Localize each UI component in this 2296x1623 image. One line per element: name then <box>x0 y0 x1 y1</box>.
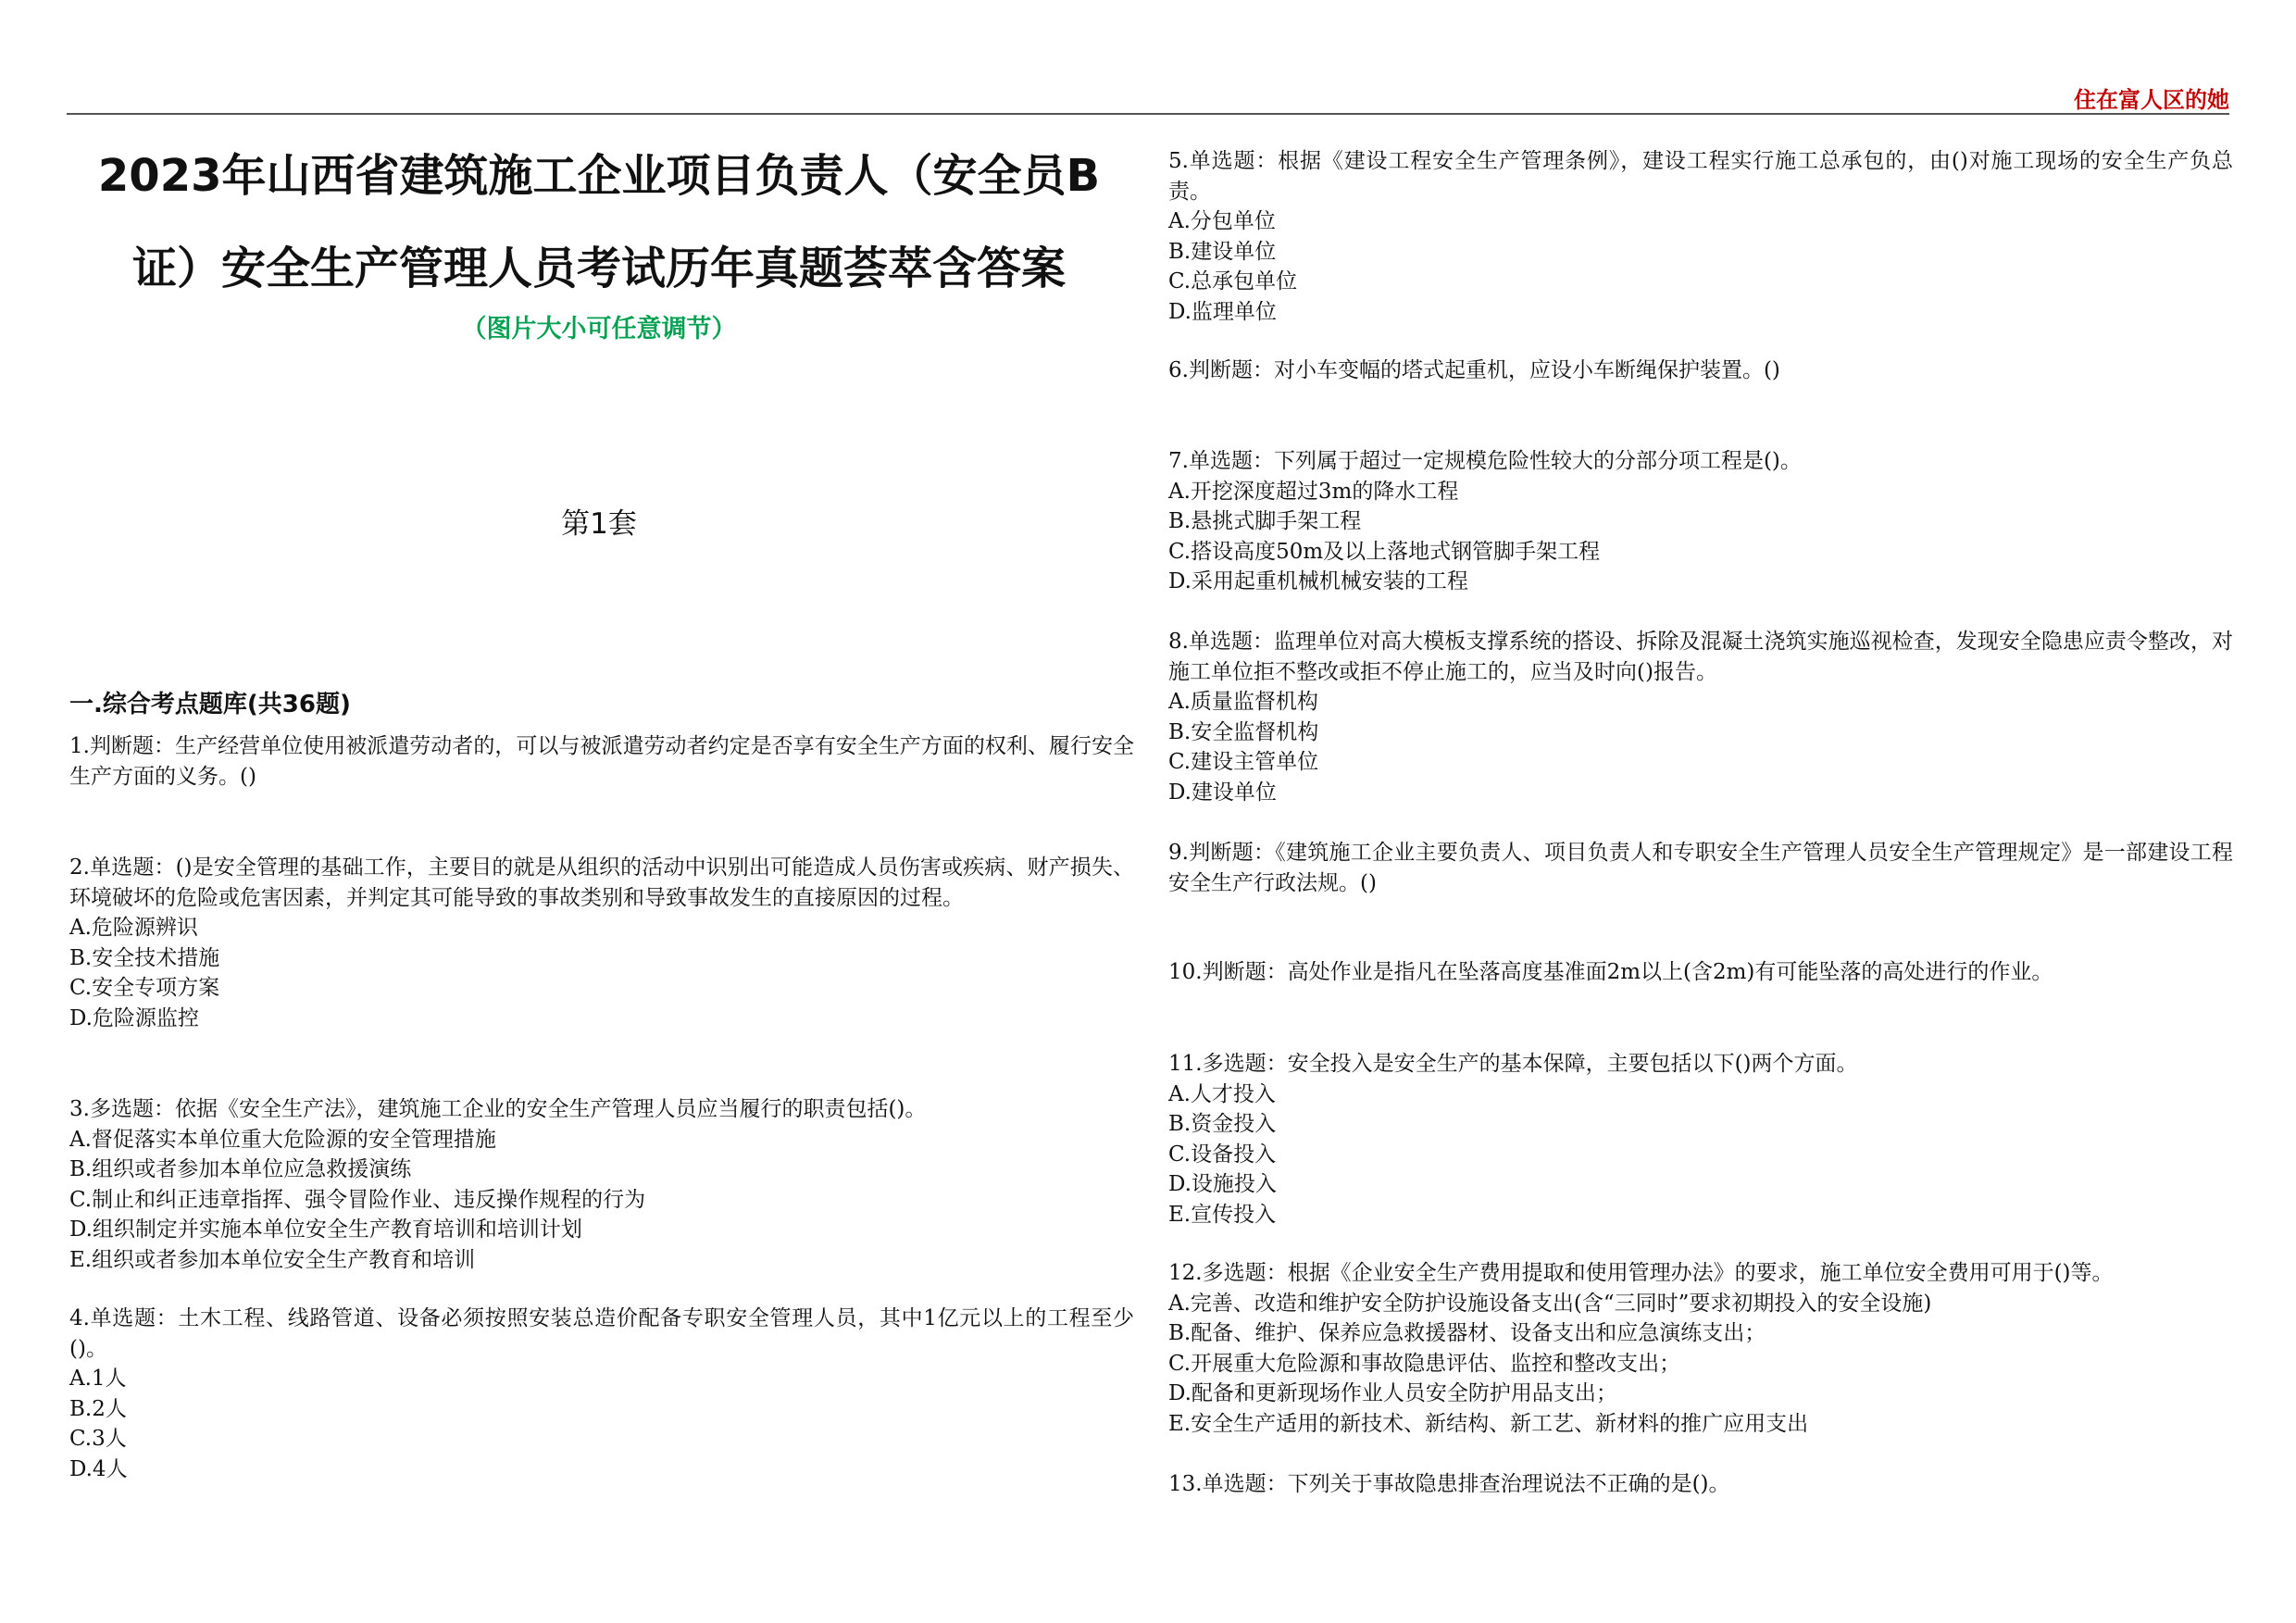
question-stem: 6.判断题：对小车变幅的塔式起重机，应设小车断绳保护装置。() <box>1168 358 1780 382</box>
question-option: D.配备和更新现场作业人员安全防护用品支出； <box>1168 1381 1617 1406</box>
question-option: C.3人 <box>69 1427 127 1452</box>
question-stem: 10.判断题：高处作业是指凡在坠落高度基准面2m以上(含2m)有可能坠落的高处进行的作业。 <box>1168 960 2053 984</box>
question-option: D.监理单位 <box>1168 299 1277 324</box>
header-divider <box>67 113 2229 115</box>
question-option: A.危险源辨识 <box>69 916 198 941</box>
question-stem: 13.单选题：下列关于事故隐患排查治理说法不正确的是()。 <box>1168 1472 1730 1496</box>
question-8 <box>1168 627 2233 808</box>
question-option: D.采用起重机械机械安装的工程 <box>1168 569 1468 594</box>
question-option: D.4人 <box>69 1456 128 1481</box>
question-option: A.1人 <box>69 1367 127 1392</box>
question-option: E.组织或者参加本单位安全生产教育和培训 <box>69 1247 476 1272</box>
question-4 <box>69 1304 1134 1485</box>
question-option: D.建设单位 <box>1168 780 1277 805</box>
question-5 <box>1168 146 2233 328</box>
question-option: D.危险源监控 <box>69 1005 199 1030</box>
question-option: B.安全技术措施 <box>69 945 220 970</box>
question-stem: 11.多选题：安全投入是安全生产的基本保障，主要包括以下()两个方面。 <box>1168 1052 1858 1076</box>
question-11 <box>1168 1049 2233 1230</box>
question-option: C.设备投入 <box>1168 1142 1277 1167</box>
question-12 <box>1168 1258 2233 1440</box>
question-stem: 9.判断题：《建筑施工企业主要负责人、项目负责人和专职安全生产管理人员安全生产管理规定》是一部建设工程安全生产行政法规。() <box>1168 841 2233 895</box>
question-13 <box>1168 1469 2233 1500</box>
question-option: A.质量监督机构 <box>1168 690 1318 715</box>
question-option: A.督促落实本单位重大危险源的安全管理措施 <box>69 1127 496 1152</box>
question-option: B.配备、维护、保养应急救援器材、设备支出和应急演练支出； <box>1168 1321 1766 1346</box>
question-2 <box>69 853 1134 1034</box>
question-option: B.建设单位 <box>1168 239 1277 264</box>
question-stem: 7.单选题：下列属于超过一定规模危险性较大的分部分项工程是()。 <box>1168 449 1802 473</box>
question-stem: 12.多选题：根据《企业安全生产费用提取和使用管理办法》的要求，施工单位安全费用可用于()等。 <box>1168 1261 2114 1285</box>
header-brand: 住在富人区的她 <box>2074 87 2229 113</box>
question-option: B.组织或者参加本单位应急救援演练 <box>69 1157 412 1182</box>
question-option: E.安全生产适用的新技术、新结构、新工艺、新材料的推广应用支出 <box>1168 1411 1809 1436</box>
question-option: C.搭设高度50m及以上落地式钢管脚手架工程 <box>1168 539 1601 564</box>
question-10 <box>1168 957 2233 988</box>
question-6 <box>1168 356 2233 386</box>
question-stem: 3.多选题：依据《安全生产法》，建筑施工企业的安全生产管理人员应当履行的职责包括()。 <box>69 1097 927 1121</box>
document-title: 2023年山西省建筑施工企业项目负责人（安全员B证）安全生产管理人员考试历年真题荟萃含答案 <box>97 150 1101 294</box>
question-stem: 8.单选题：监理单位对高大模板支撑系统的搭设、拆除及混凝土浇筑实施巡视检查，发现安全隐患应责令整改，对施工单位拒不整改或拒不停止施工的，应当及时向()报告。 <box>1168 630 2233 684</box>
question-option: B.悬挑式脚手架工程 <box>1168 509 1362 534</box>
question-option: B.资金投入 <box>1168 1112 1277 1137</box>
question-option: C.开展重大危险源和事故隐患评估、监控和整改支出； <box>1168 1351 1681 1376</box>
question-option: A.完善、改造和维护安全防护设施设备支出(含“三同时”要求初期投入的安全设施) <box>1168 1291 1932 1316</box>
question-option: B.安全监督机构 <box>1168 719 1319 744</box>
question-stem: 4.单选题：土木工程、线路管道、设备必须按照安装总造价配备专职安全管理人员，其中1亿元以上的工程至少()。 <box>69 1306 1134 1361</box>
question-option: B.2人 <box>69 1396 127 1421</box>
question-stem: 5.单选题：根据《建设工程安全生产管理条例》，建设工程实行施工总承包的，由()对施工现场的安全生产负总责。 <box>1168 149 2233 204</box>
question-option: A.开挖深度超过3m的降水工程 <box>1168 479 1459 504</box>
question-option: D.设施投入 <box>1168 1172 1277 1197</box>
question-stem: 1.判断题：生产经营单位使用被派遣劳动者的，可以与被派遣劳动者约定是否享有安全生产方面的权利、履行安全生产方面的义务。() <box>69 734 1134 789</box>
question-9 <box>1168 838 2233 898</box>
question-option: D.组织制定并实施本单位安全生产教育培训和培训计划 <box>69 1217 582 1242</box>
question-stem: 2.单选题：()是安全管理的基础工作，主要目的就是从组织的活动中识别出可能造成人员伤害或疾病、财产损失、环境破坏的危险或危害因素，并判定其可能导致的事故类别和导致事故发生的直接原因的过程。 <box>69 855 1134 910</box>
question-option: C.建设主管单位 <box>1168 750 1319 775</box>
question-option: A.分包单位 <box>1168 209 1276 234</box>
question-option: A.人才投入 <box>1168 1081 1276 1106</box>
question-option: C.制止和纠正违章指挥、强令冒险作业、违反操作规程的行为 <box>69 1187 646 1212</box>
question-option: C.总承包单位 <box>1168 269 1298 294</box>
question-7 <box>1168 446 2233 597</box>
question-option: C.安全专项方案 <box>69 976 220 1001</box>
question-1 <box>69 731 1134 792</box>
question-3 <box>69 1094 1134 1276</box>
document-subtitle: （图片大小可任意调节） <box>461 315 737 343</box>
question-option: E.宣传投入 <box>1168 1202 1277 1227</box>
section-title: 一.综合考点题库(共36题) <box>69 691 351 718</box>
set-title: 第1套 <box>561 507 637 541</box>
